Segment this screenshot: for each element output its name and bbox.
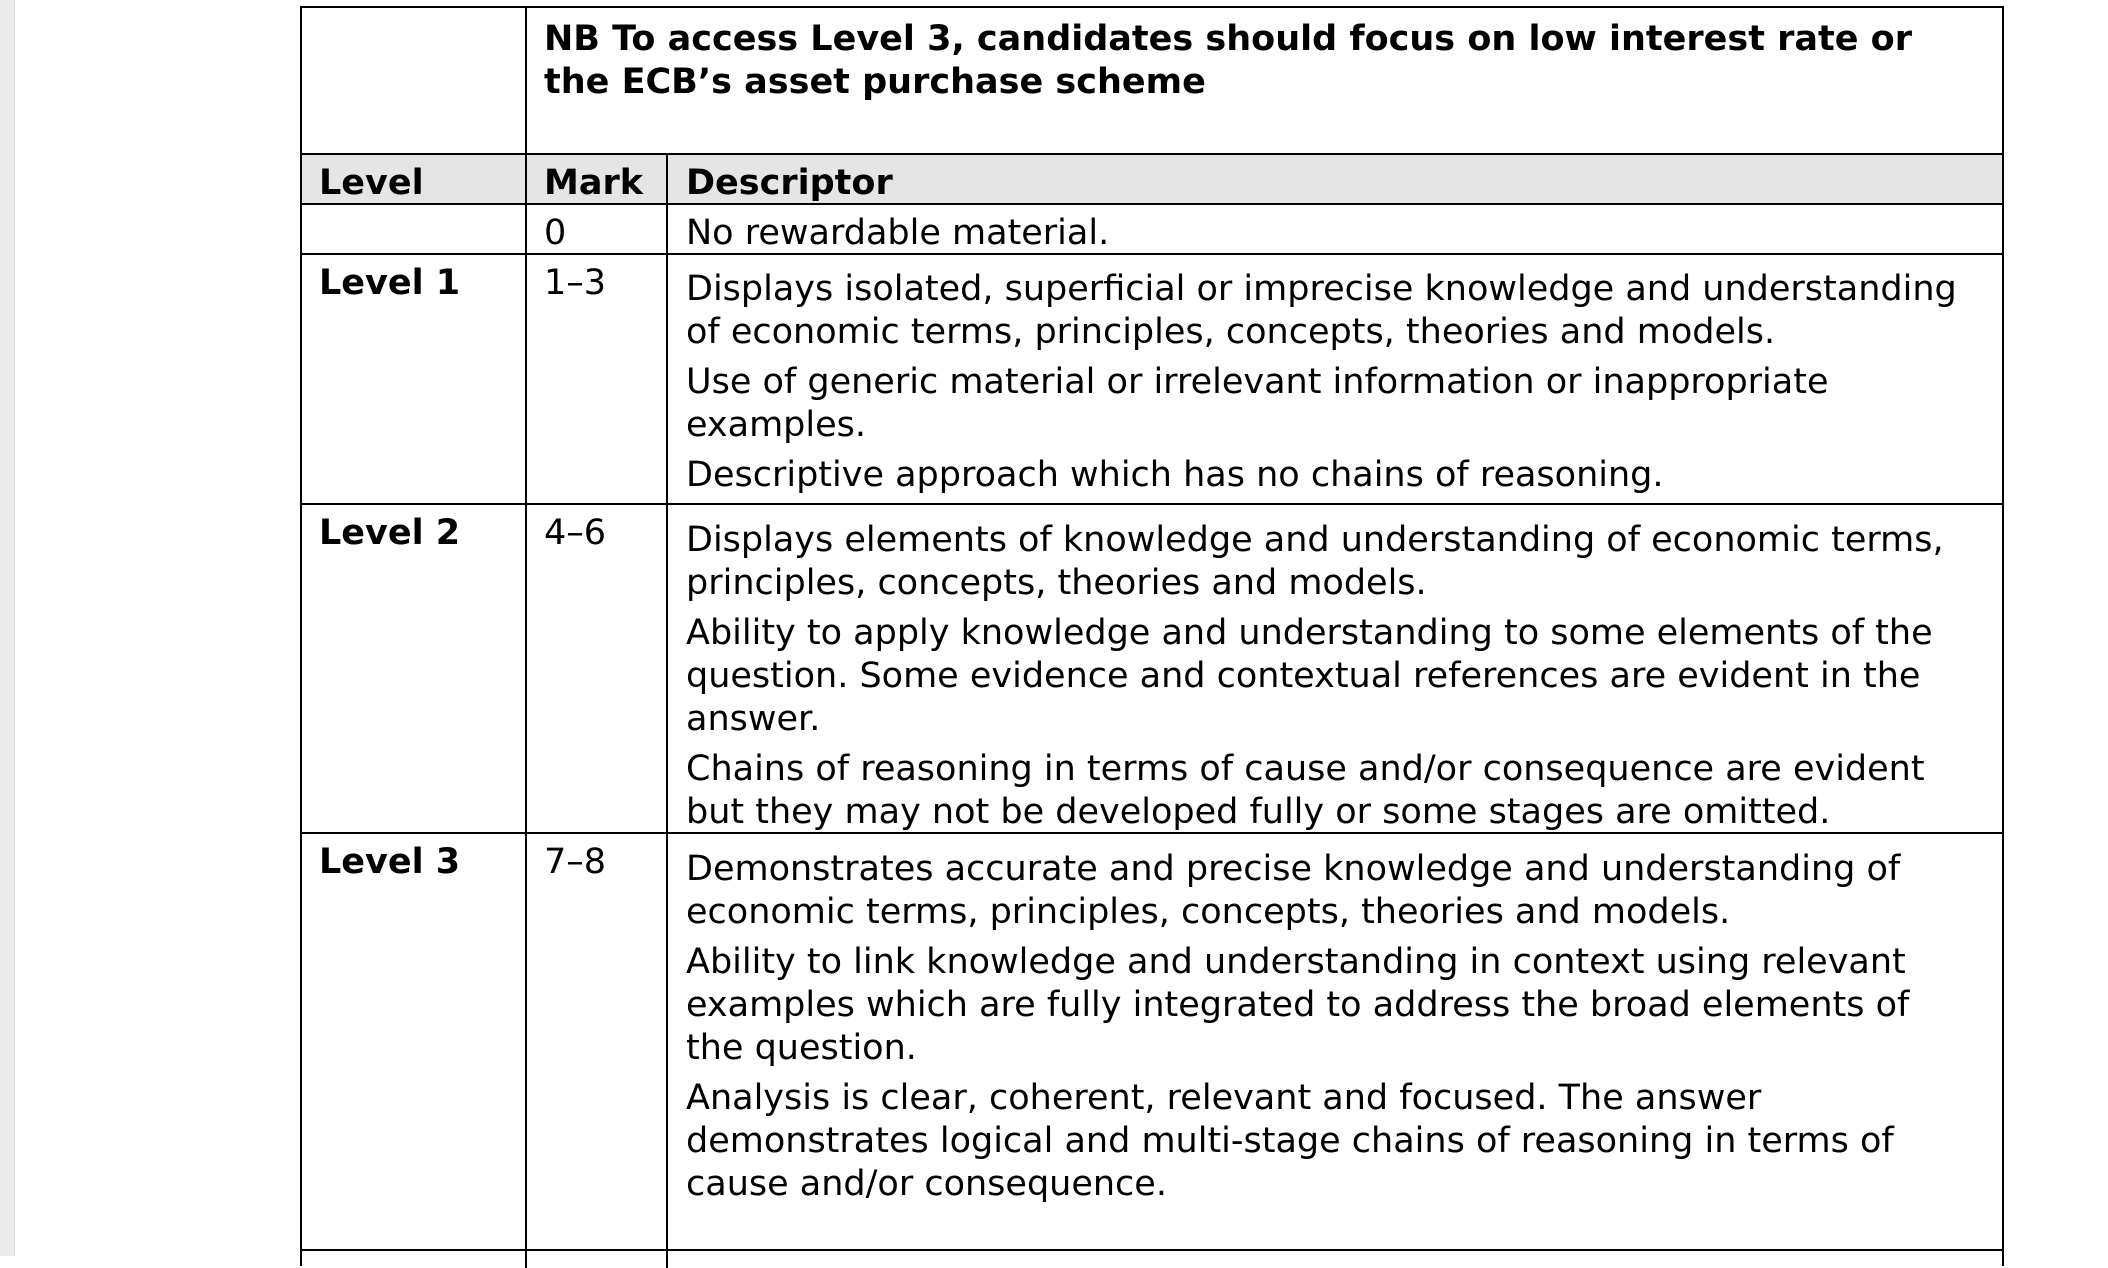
- descriptor-level-3: [686, 848, 1909, 1213]
- descriptor-line: the question.: [686, 1028, 917, 1068]
- descriptor-line: cause and/or consequence.: [686, 1164, 1167, 1204]
- level-3-label: Level 3: [319, 842, 461, 882]
- note-line-2: the ECB’s asset purchase scheme: [544, 62, 1206, 102]
- level-1-label: Level 1: [319, 263, 461, 303]
- row-divider-level3: [302, 1249, 2002, 1251]
- level-2-label: Level 2: [319, 513, 461, 553]
- descriptor-line: question. Some evidence and contextual references are evident in the: [686, 656, 1921, 696]
- descriptor-line: Demonstrates accurate and precise knowledge and understanding of: [686, 849, 1901, 889]
- descriptor-level-2: [686, 519, 1944, 841]
- header-level: Level: [319, 163, 424, 203]
- descriptor-line: economic terms, principles, concepts, theories and models.: [686, 892, 1731, 932]
- descriptor-line: of economic terms, principles, concepts, theories and models.: [686, 312, 1776, 352]
- descriptor-line: Chains of reasoning in terms of cause and/or consequence are evident: [686, 749, 1925, 789]
- note-line-1: NB To access Level 3, candidates should focus on low interest rate or: [544, 19, 1912, 59]
- descriptor-line: Displays elements of knowledge and understanding of economic terms,: [686, 520, 1944, 560]
- page-margin-strip: [0, 0, 15, 1256]
- descriptor-line: Descriptive approach which has no chains of reasoning.: [686, 455, 1664, 495]
- mark-0: 0: [544, 213, 567, 253]
- descriptor-line: examples.: [686, 405, 867, 445]
- descriptor-line: examples which are fully integrated to address the broad elements of: [686, 985, 1910, 1025]
- header-descriptor: Descriptor: [686, 163, 893, 203]
- mark-2: 4–6: [544, 513, 607, 553]
- descriptor-0: No rewardable material.: [686, 213, 1110, 253]
- header-mark: Mark: [544, 163, 643, 203]
- row-divider-header-top: [302, 153, 2002, 155]
- descriptor-line: Ability to apply knowledge and understanding to some elements of the: [686, 613, 1933, 653]
- mark-scheme-table: [300, 6, 2004, 1266]
- descriptor-line: demonstrates logical and multi-stage chains of reasoning in terms of: [686, 1121, 1894, 1161]
- descriptor-level-1: [686, 268, 1957, 504]
- descriptor-line: principles, concepts, theories and models.: [686, 563, 1427, 603]
- descriptor-line: but they may not be developed fully or some stages are omitted.: [686, 792, 1831, 832]
- mark-1: 1–3: [544, 263, 607, 303]
- mark-3: 7–8: [544, 842, 607, 882]
- descriptor-line: Use of generic material or irrelevant information or inappropriate: [686, 362, 1829, 402]
- column-divider-mark: [666, 154, 668, 1268]
- column-divider-level: [525, 8, 527, 1268]
- descriptor-line: answer.: [686, 699, 821, 739]
- descriptor-line: Displays isolated, superficial or imprecise knowledge and understanding: [686, 269, 1957, 309]
- descriptor-line: Ability to link knowledge and understanding in context using relevant: [686, 942, 1906, 982]
- descriptor-line: Analysis is clear, coherent, relevant and focused. The answer: [686, 1078, 1762, 1118]
